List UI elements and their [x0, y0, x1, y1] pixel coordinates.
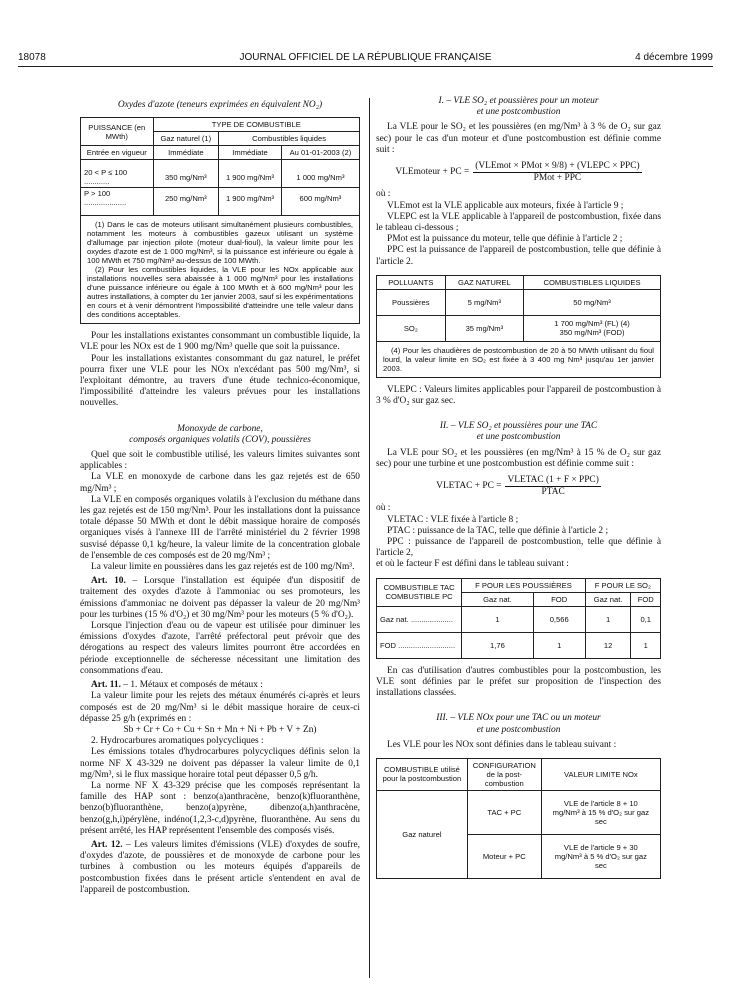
- paragraph: La VLE pour SO₂ et les poussières (en mg/Nm³ à 15 % de O₂ sur gaz sec) pour une turbine et une postcombustion est définie comme suit :: [376, 447, 661, 469]
- cell: 1 000 mg/Nm³: [281, 160, 359, 188]
- left-column: [80, 96, 360, 896]
- cell: 250 mg/Nm³: [153, 188, 219, 216]
- cell: VLE de l'article 8 + 10 mg/Nm³ à 15 % d'O₂ sur gaz sec: [541, 790, 660, 834]
- section-subtitle-2: et une postcombustion: [476, 432, 561, 443]
- th-gaz: Gaz naturel (1): [153, 132, 219, 146]
- th: CONFIGURATION de la post-combustion: [467, 758, 541, 790]
- article-text: – Les valeurs limites d'émissions (VLE) d'oxydes de soufre, d'oxydes d'azote, de poussières et de monoxyde de carbone pour les turbines à combustion ou les moteurs équipés d'appareils de postcombustion fixées dans le présent article s'entendent en aval de l'appareil de postcombustion.: [80, 839, 360, 895]
- th-type: TYPE DE COMBUSTIBLE: [153, 118, 359, 132]
- cell: 1,76: [462, 632, 533, 658]
- formula-numerator: (VLEmot × PMot × 9/8) + (VLEPC × PPC): [473, 161, 641, 173]
- paragraph: Les VLE pour les NOx sont définies dans le tableau suivant :: [387, 739, 617, 750]
- cell: 1 900 mg/Nm³: [219, 160, 282, 188]
- article-heading: Art. 10.: [91, 576, 126, 587]
- cell: Gaz nat. ....................: [377, 606, 462, 632]
- cell: Immédiate: [219, 146, 282, 160]
- note-2: (2) Pour les combustibles liquides, la VLE pour les NOx applicable aux installations nouvelles sera abaissée à 1 000 mg/Nm³ pour les installations d'une puissance inférieure ou égale à 100 MWth et à 600 mg/Nm³ pour les autres installations, à compter du 1er janvier 2003, sauf si les expérimentations en cours et à venir démontrent l'impossibilité d'atteindre une telle valeur dans des conditions acceptables.: [87, 265, 353, 320]
- cell: 0,1: [631, 606, 661, 632]
- definition: PTAC : puissance de la TAC, telle que définie à l'article 2 ;: [387, 525, 609, 536]
- cell: 5 mg/Nm³: [445, 289, 523, 315]
- definition: PPC : puissance de l'appareil de postcombustion, telle que définie à l'article 2,: [376, 537, 661, 559]
- cell: 350 mg/Nm³: [153, 160, 219, 188]
- paragraph: 2. Hydrocarbures aromatiques polycycliques :: [91, 736, 264, 747]
- paragraph: Les émissions totales d'hydrocarbures polycycliques définis selon la norme NF X 43-329 ne doivent pas dépasser la valeur limite de 0,1 mg/Nm³, si le flux massique horaire total peut dépasser 0,5 g/h.: [80, 747, 360, 780]
- th-combustible: [377, 578, 462, 606]
- th: GAZ NATUREL: [445, 275, 523, 289]
- cell: 1: [585, 606, 631, 632]
- th: COMBUSTIBLES LIQUIDES: [524, 275, 661, 289]
- definition: VLETAC : VLE fixée à l'article 8 ;: [387, 514, 519, 525]
- paragraph: La valeur limite en poussières dans les gaz rejetés est de 100 mg/Nm³.: [91, 562, 355, 573]
- section-title-3: III. – VLE NOx pour une TAC ou un moteur: [436, 713, 601, 724]
- cell: FOD ...........................: [377, 632, 462, 658]
- cell: P > 100 ....................: [81, 188, 154, 216]
- section-subtitle-3: et une postcombustion: [476, 724, 561, 735]
- article-text: – 1. Métaux et composés de métaux :: [120, 680, 263, 691]
- paragraph: où :: [376, 503, 391, 514]
- paragraph: Lorsque l'injection d'eau ou de vapeur est utilisée pour diminuer les émissions d'oxydes d'azote, l'arrêté préfectoral peut prévoir que des dérogations au respect des valeurs limites pourront être accordées en période exceptionnelle de sécheresse nécessitant une limitation des consommations d'eau.: [80, 621, 360, 676]
- th-entree: Entrée en vigueur: [81, 146, 154, 160]
- definition: VLEPC est la VLE applicable à l'appareil de postcombustion, fixée dans le tableau ci-dessous ;: [376, 211, 661, 234]
- journal-title: JOURNAL OFFICIEL DE LA RÉPUBLIQUE FRANÇAISE: [239, 52, 492, 63]
- th: F POUR LES POUSSIÈRES: [462, 578, 586, 592]
- cell: Moteur + PC: [467, 834, 541, 878]
- paragraph: où :: [376, 189, 391, 200]
- cell: VLE de l'article 9 + 30 mg/Nm³ à 5 % d'O₂ sur gaz sec: [541, 834, 660, 878]
- article-text: – Lorsque l'installation est équipée d'un dispositif de traitement des oxydes d'azote à l'ammoniac ou ses promoteurs, les émissions d'ammoniac ne doivent pas dépasser la valeur de 20 mg/Nm³ pour les turbines (15 % d'O₂) et 30 mg/Nm³ pour les moteurs (5 % d'O₂).: [80, 576, 360, 620]
- paragraph: La norme NF X 43-329 précise que les composés représentant la famille des HAP sont : benzo(a)anthracène, benzo(k)fluoranthène, benzo(b)fluoranthène, benzo(a)pyrène, dibenzo(a,h)anthracène, benzo(g,h,i)pérylène, indéno(1,2,3-c,d)pyrène, fluoranthène. Au sens du présent arrêté, les HAP représentent l'ensemble des composés visés.: [80, 780, 360, 836]
- cell: 1 900 mg/Nm³: [219, 188, 282, 216]
- article-heading: Art. 11.: [91, 680, 121, 691]
- paragraph: La valeur limite pour les rejets des métaux énumérés ci-après et leurs composés est de 20 mg/Nm³ si le débit massique horaire de ceux-ci dépasse 25 g/h (exprimés en :: [80, 691, 360, 724]
- cell: 1: [631, 632, 661, 658]
- cell: [524, 315, 661, 341]
- cell: Immédiate: [153, 146, 219, 160]
- paragraph: En cas d'utilisation d'autres combustibles pour la postcombustion, les VLE sont définies par le préfet sur proposition de l'inspection des installations classées.: [376, 665, 661, 699]
- th: POLLUANTS: [377, 275, 446, 289]
- th-line: COMBUSTIBLE PC: [385, 592, 453, 602]
- th: VALEUR LIMITE NOx: [541, 758, 660, 790]
- section-title-2: II. – VLE SO₂ et poussières pour une TAC: [439, 421, 598, 432]
- cell: TAC + PC: [467, 790, 541, 834]
- definition: PPC est la puissance de l'appareil de postcombustion, telle que définie à l'article 2.: [376, 245, 661, 267]
- paragraph: La VLE pour le SO₂ et les poussières (en mg/Nm³ à 3 % de O₂ sur gaz sec) pour le cas d'un moteur et d'une postcombustion est définie comme suit :: [376, 122, 661, 155]
- th: COMBUSTIBLE utilisé pour la postcombustion: [377, 758, 468, 790]
- issue-date: 4 décembre 1999: [635, 52, 713, 63]
- section-subtitle-1: et une postcombustion: [476, 107, 561, 118]
- cell: Poussières: [377, 289, 446, 315]
- column-divider: [369, 98, 370, 978]
- definition: VLEmot est la VLE applicable aux moteurs, fixée à l'article 9 ;: [387, 200, 624, 211]
- formula-lhs: VLEmoteur + PC =: [395, 167, 470, 178]
- paragraph: VLEPC : Valeurs limites applicables pour l'appareil de postcombustion à 3 % d'O₂ sur gaz sec.: [376, 384, 661, 407]
- definition: et où le facteur F est défini dans le tableau suivant :: [376, 559, 569, 570]
- formula-moteur-pc: [376, 161, 661, 184]
- nox-table-notes: [80, 216, 360, 324]
- article-10: [80, 576, 360, 621]
- paragraph: La VLE en monoxyde de carbone dans les gaz rejetés est de 650 mg/Nm³ ;: [80, 472, 360, 494]
- th: Gaz nat.: [462, 592, 533, 606]
- cell: 20 < P ≤ 100 ............: [81, 160, 154, 188]
- cell: 600 mg/Nm³: [281, 188, 359, 216]
- article-heading: Art. 12.: [91, 839, 123, 850]
- pc-vle-table: [376, 275, 661, 342]
- formula-denominator: PTAC: [541, 487, 565, 498]
- paragraph: Pour les installations existantes consommant un combustible liquide, la VLE pour les NOx est de 1 900 mg/Nm³ quelle que soit la puissance.: [80, 331, 360, 353]
- note-1: (1) Dans le cas de moteurs utilisant simultanément plusieurs combustibles, notamment les moteurs à combustibles gazeux utilisant un système d'allumage par injection pilote (moteur dual-fioul), la valeur limite pour les oxydes d'azote est de 1 000 mg/Nm³, si la puissance est inférieure ou égale à 100 MWth et 750 mg/Nm³ au-dessus de 100 MWth.: [87, 220, 353, 266]
- cell-line: 1 700 mg/Nm³ (FL) (4): [554, 319, 630, 329]
- cell: Gaz naturel: [377, 790, 468, 878]
- note-4: (4) Pour les chaudières de postcombustion de 20 à 50 MWth utilisant du fioul lourd, la valeur limite en SO₂ est fixée à 3 400 mg Nm³ jusqu'au 1er janvier 2003.: [383, 345, 654, 373]
- th-puissance: PUISSANCE (en MWth): [81, 118, 154, 146]
- factor-f-table: [376, 578, 661, 659]
- paragraph: La VLE en composés organiques volatils à l'exclusion du méthane dans les gaz rejetés est de 150 mg/Nm³. Pour les installations dont la puissance totale dépasse 50 MWth et dont le débit massique horaire de composés organiques visés à l'annexe III de l'arrêté ministériel du 2 février 1998 susvisé dépasse 0,1 kg/heure, la valeur limite de la concentration globale de l'ensemble de ces composés est de 20 mg/Nm³ ;: [80, 494, 360, 561]
- article-11: [80, 680, 360, 691]
- cell: 1: [533, 632, 585, 658]
- th: Gaz nat.: [585, 592, 631, 606]
- section-title-1: I. – VLE SO₂ et poussières pour un moteur: [438, 96, 599, 106]
- th-line: COMBUSTIBLE TAC: [383, 583, 455, 593]
- formula-tac-pc: [376, 475, 661, 498]
- page-number: 18078: [18, 52, 46, 63]
- cell: 1: [462, 606, 533, 632]
- article-12: [80, 840, 360, 896]
- paragraph: Quel que soit le combustible utilisé, les valeurs limites suivantes sont applicables :: [80, 450, 360, 472]
- section-title-nox: Oxydes d'azote (teneurs exprimées en équivalent NO₂): [117, 100, 323, 110]
- th: FOD: [533, 592, 585, 606]
- th-liquides: Combustibles liquides: [219, 132, 360, 146]
- paragraph: Pour les installations existantes consommant du gaz naturel, le préfet pourra fixer une VLE pour les NOx n'excédant pas 500 mg/Nm³, si l'exploitant démontre, au travers d'une étude technico-économique, l'impossibilité d'atteindre les valeurs prévues pour les installations nouvelles.: [80, 353, 360, 409]
- section-title-co: Monoxyde de carbone,: [177, 423, 263, 434]
- section-subtitle-co: composés organiques volatils (COV), poussières: [129, 434, 311, 445]
- right-column: [376, 96, 661, 879]
- cell: 0,566: [533, 606, 585, 632]
- nox-table: [80, 117, 360, 216]
- cell-line: 350 mg/Nm³ (FOD): [559, 328, 625, 338]
- cell: 50 mg/Nm³: [524, 289, 661, 315]
- formula-numerator: VLETAC (1 + F × PPC): [505, 475, 600, 487]
- nox-pc-table: [376, 758, 661, 879]
- definition: PMot est la puissance du moteur, telle que définie à l'article 2 ;: [387, 234, 623, 245]
- header-rule: [18, 66, 713, 67]
- th: F POUR LE SO₂: [585, 578, 660, 592]
- th: FOD: [631, 592, 661, 606]
- cell: SO₂: [377, 315, 446, 341]
- formula-lhs: VLETAC + PC =: [436, 481, 502, 492]
- metals-formula: Sb + Cr + Co + Cu + Sn + Mn + Ni + Pb + V + Zn): [123, 724, 317, 735]
- pc-table-note: [376, 342, 661, 378]
- page-header: [18, 52, 713, 66]
- cell: 35 mg/Nm³: [445, 315, 523, 341]
- cell: 12: [585, 632, 631, 658]
- cell: Au 01-01-2003 (2): [281, 146, 359, 160]
- formula-denominator: PMot + PPC: [533, 173, 582, 184]
